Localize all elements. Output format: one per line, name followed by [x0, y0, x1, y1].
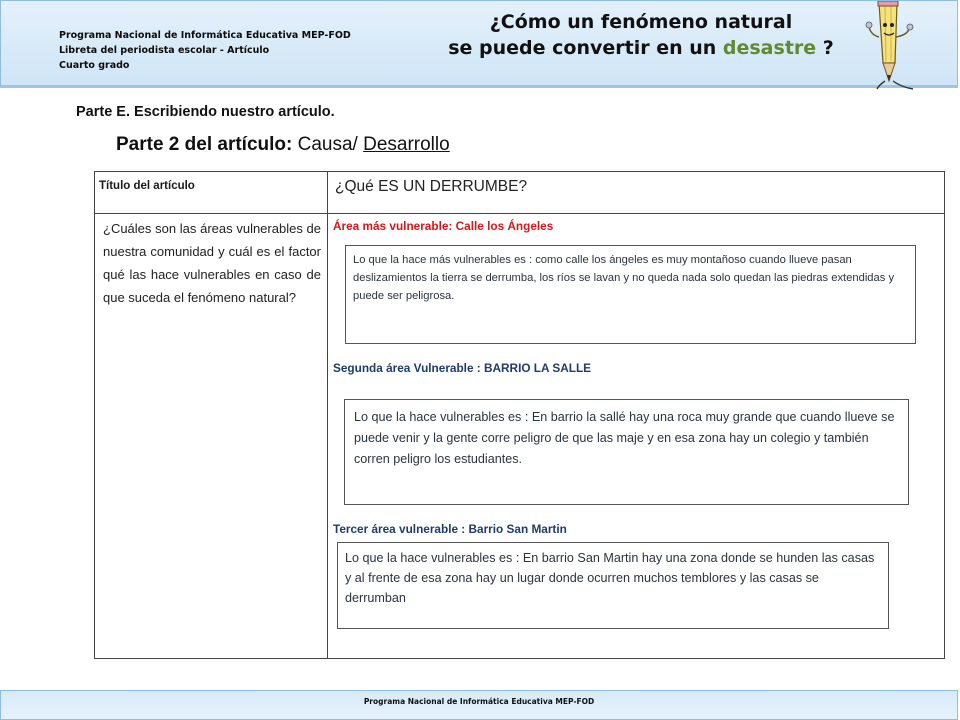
column-divider	[327, 172, 328, 658]
vulnerability-question: ¿Cuáles son las áreas vulnerables de nuestra comunidad y cuál es el factor qué las hace vulnerables en caso de que suceda el fenómeno natural?	[103, 221, 321, 305]
section-heading: Parte E. Escribiendo nuestro artículo.	[76, 104, 335, 120]
title-line-1: ¿Cómo un fenómeno natural	[489, 11, 793, 33]
program-name: Programa Nacional de Informática Educativa MEP-FOD	[59, 30, 351, 41]
grade-level: Cuarto grado	[59, 60, 130, 71]
article-table	[94, 171, 945, 659]
article-title-value: ¿Qué ES UN DERRUMBE?	[335, 178, 528, 195]
title-line-2-start: se puede convertir en un	[448, 37, 723, 59]
area-1-title: Área más vulnerable: Calle los Ángeles	[333, 219, 554, 233]
part-heading-plain: Causa/	[292, 134, 364, 155]
title-line-2-end: ?	[816, 37, 834, 59]
footer-banner	[0, 690, 958, 720]
page-title	[441, 9, 841, 61]
area-3-title: Tercer área vulnerable : Barrio San Martin	[333, 522, 567, 536]
title-highlight-word: desastre	[722, 37, 817, 59]
program-info	[59, 28, 351, 73]
footer-text: Programa Nacional de Informática Educativa MEP-FOD	[363, 697, 595, 706]
area-2-answer: Lo que la hace vulnerables es : En barrio la sallé hay una roca muy grande que cuando llueve se puede venir y la gente corre peligro de que las maje y en esa zona hay un colegio y también corren peligro los estudiantes.	[344, 399, 909, 505]
article-title-label: Título del artículo	[99, 180, 195, 192]
area-2-title: Segunda área Vulnerable : BARRIO LA SALLE	[333, 361, 592, 375]
part-heading-underlined: Desarrollo	[363, 134, 450, 155]
header-banner	[0, 0, 958, 88]
part-heading-bold: Parte 2 del artículo:	[116, 134, 293, 155]
area-3-answer: Lo que la hace vulnerables es : En barrio San Martin hay una zona donde se hunden las casas y al frente de esa zona hay un lugar donde ocurren muchos temblores y las casas se derrumban	[337, 542, 889, 629]
part-heading	[116, 134, 450, 156]
row-divider	[95, 213, 944, 214]
notebook-name: Libreta del periodista escolar - Artículo	[59, 45, 270, 56]
pencil-character-icon	[863, 1, 923, 93]
area-1-answer: Lo que la hace más vulnerables es : como calle los ángeles es muy montañoso cuando llueve pasan deslizamientos la tierra se derrumba, los ríos se lavan y no queda nada solo quedan las piedras extendidas y puede ser peligrosa.	[345, 245, 916, 344]
title-line-2	[441, 35, 841, 61]
